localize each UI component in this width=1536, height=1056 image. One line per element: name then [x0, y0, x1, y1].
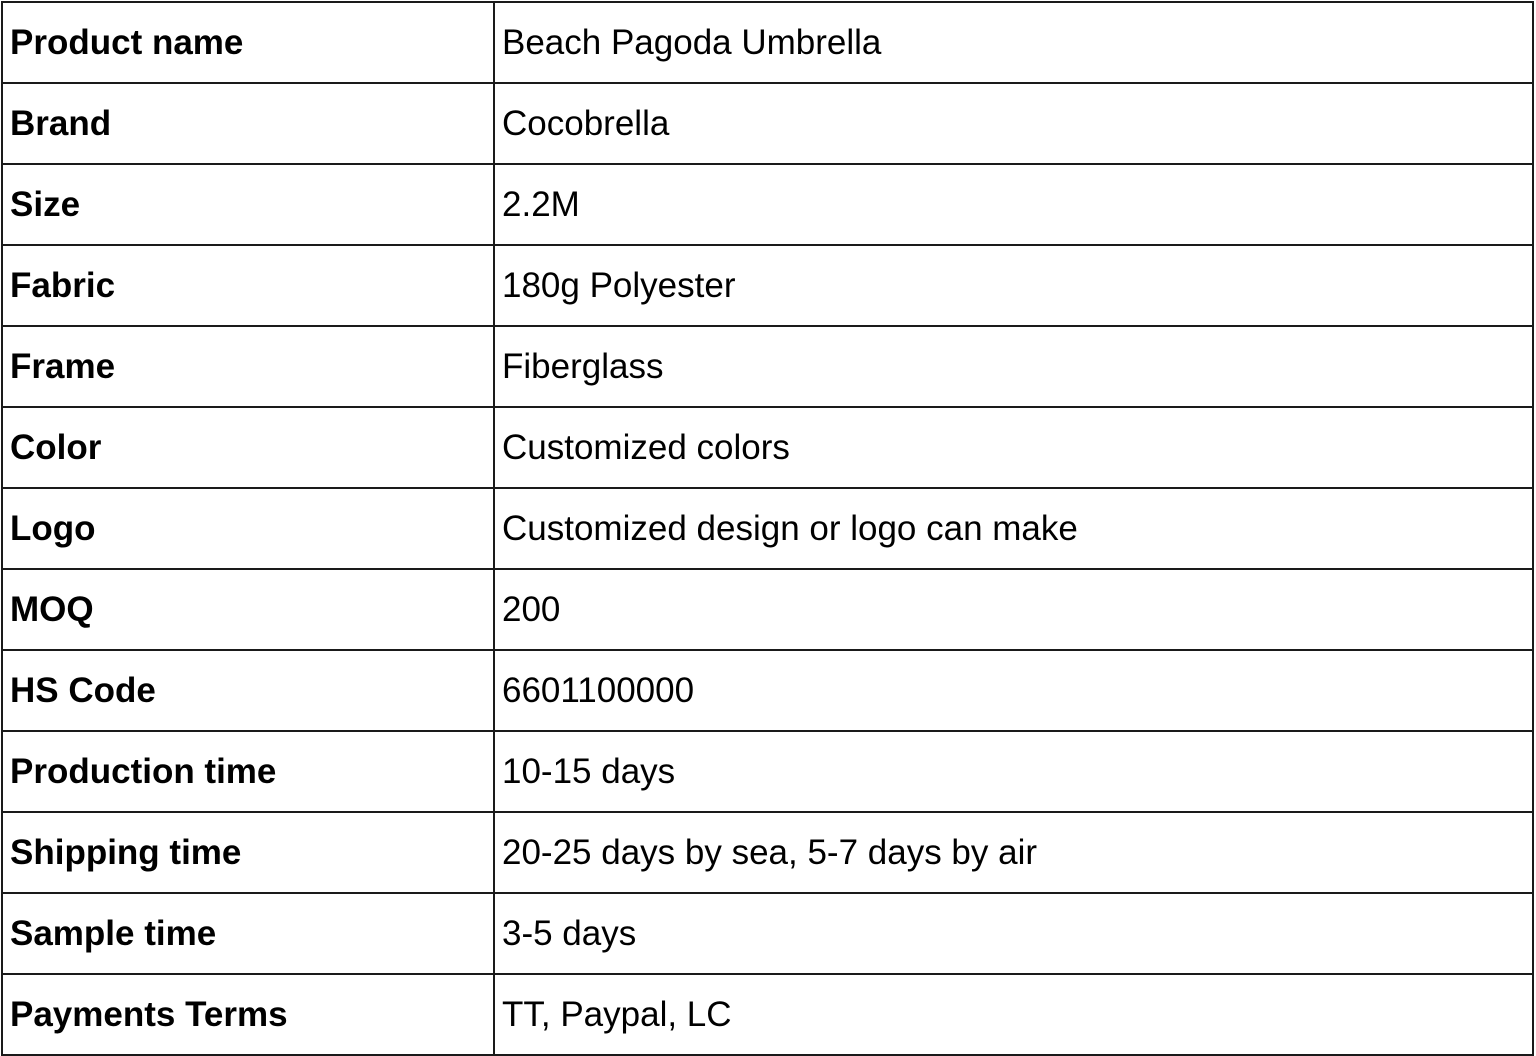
- table-row-size: [2, 164, 1533, 245]
- row-value: Fiberglass: [494, 326, 1533, 407]
- row-label: MOQ: [2, 569, 494, 650]
- product-spec-table: [1, 1, 1534, 1056]
- row-label: Production time: [2, 731, 494, 812]
- row-label: Payments Terms: [2, 974, 494, 1055]
- row-label: HS Code: [2, 650, 494, 731]
- table-row-production-time: [2, 731, 1533, 812]
- table-row-sample-time: [2, 893, 1533, 974]
- row-value: Beach Pagoda Umbrella: [494, 2, 1533, 83]
- row-label: Fabric: [2, 245, 494, 326]
- table-row-product-name: [2, 2, 1533, 83]
- row-label: Product name: [2, 2, 494, 83]
- row-label: Logo: [2, 488, 494, 569]
- row-label: Color: [2, 407, 494, 488]
- row-label: Size: [2, 164, 494, 245]
- row-label: Brand: [2, 83, 494, 164]
- table-row-shipping-time: [2, 812, 1533, 893]
- table-row-moq: [2, 569, 1533, 650]
- table-row-brand: [2, 83, 1533, 164]
- row-label: Sample time: [2, 893, 494, 974]
- row-value: TT, Paypal, LC: [494, 974, 1533, 1055]
- row-label: Shipping time: [2, 812, 494, 893]
- row-value: Customized design or logo can make: [494, 488, 1533, 569]
- table-row-logo: [2, 488, 1533, 569]
- row-value: 200: [494, 569, 1533, 650]
- row-value: 20-25 days by sea, 5-7 days by air: [494, 812, 1533, 893]
- row-value: 3-5 days: [494, 893, 1533, 974]
- spec-table-body: [2, 2, 1533, 1055]
- table-row-payment-terms: [2, 974, 1533, 1055]
- table-row-fabric: [2, 245, 1533, 326]
- row-value: 10-15 days: [494, 731, 1533, 812]
- row-value: 180g Polyester: [494, 245, 1533, 326]
- row-value: 6601100000: [494, 650, 1533, 731]
- row-value: 2.2M: [494, 164, 1533, 245]
- row-value: Customized colors: [494, 407, 1533, 488]
- row-label: Frame: [2, 326, 494, 407]
- table-row-color: [2, 407, 1533, 488]
- table-row-frame: [2, 326, 1533, 407]
- row-value: Cocobrella: [494, 83, 1533, 164]
- table-row-hs-code: [2, 650, 1533, 731]
